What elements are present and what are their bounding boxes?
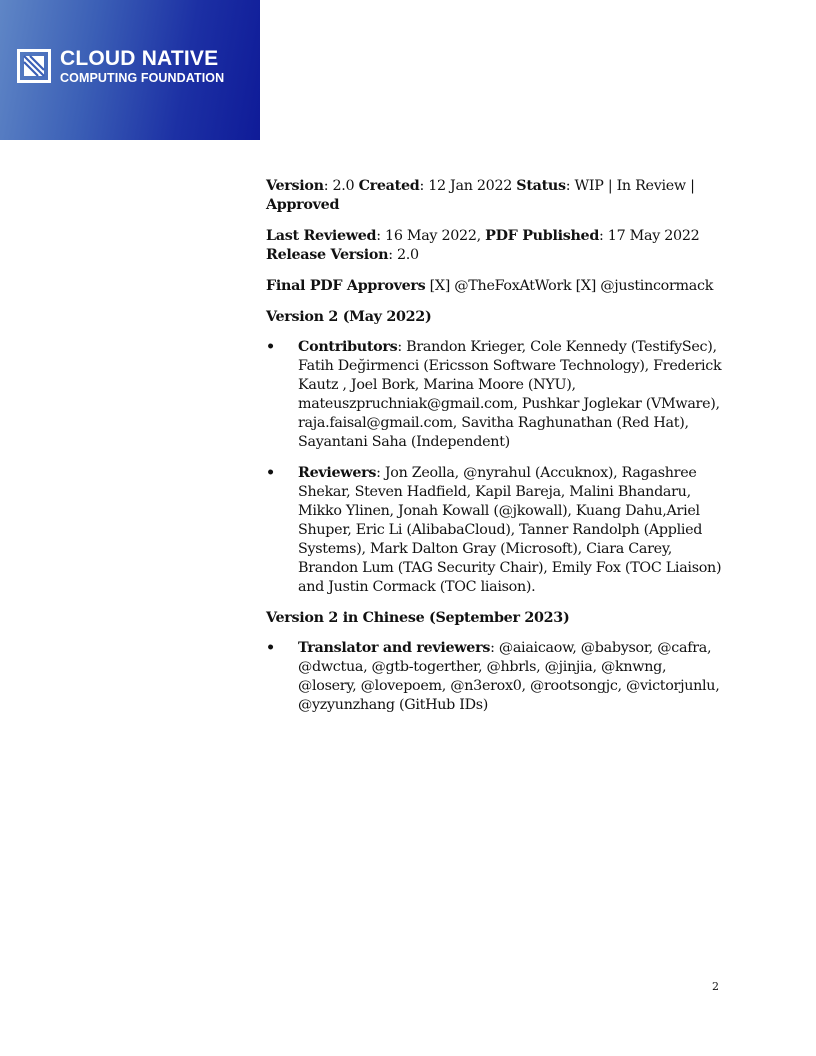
- translators-text: : @aiaicaow, @babysor, @cafra, @dwctua, @gtb-togerther, @hbrls, @jinjia, @knwng, @losery, @lovepoem, @n3erox0, @rootsongjc, @victorjunlu, @yzyunzhang (GitHub IDs): [298, 640, 720, 713]
- version-label: Version: [266, 178, 324, 194]
- reviewers-text: : Jon Zeolla, @nyrahul (Accuknox), Ragashree Shekar, Steven Hadfield, Kapil Bareja, Malini Bhandaru, Mikko Ylinen, Jonah Kowall (@jkowall), Kuang Dahu,Ariel Shuper, Eric Li (AlibabaCloud), Tanner Randolph (Applied Systems), Mark Dalton Gray (Microsoft), Ciara Carey, Brandon Lum (TAG Security Chair), Emily Fox (TOC Liaison) and Justin Cormack (TOC liaison).: [298, 465, 722, 595]
- pdf-published-value: : 17 May 2022: [599, 228, 700, 244]
- release-version-label: Release Version: [266, 247, 389, 263]
- version-value: : 2.0: [323, 178, 359, 194]
- bullet-glyph: •: [266, 465, 275, 481]
- contributors-text: : Brandon Krieger, Cole Kennedy (TestifySec), Fatih Değirmenci (Ericsson Software Technology), Frederick Kautz , Joel Bork, Marina Moore (NYU), mateuszpruchniak@gmail.com, Pushkar Joglekar (VMware), raja.faisal@gmail.com, Savitha Raghunathan (Red Hat), Sayantani Saha (Independent): [298, 339, 722, 450]
- cncf-logo-icon: [17, 49, 51, 83]
- chinese-version-heading: Version 2 in Chinese (September 2023): [266, 610, 570, 626]
- status-value: : WIP | In Review |: [565, 178, 695, 194]
- created-label: Created: [358, 178, 420, 194]
- final-pdf-value: [X] @TheFoxAtWork [X] @justincormack: [425, 278, 714, 294]
- review-dates-line: [266, 227, 726, 265]
- header-banner: [0, 0, 260, 140]
- bullet-glyph: •: [266, 640, 275, 656]
- created-value: : 12 Jan 2022: [419, 178, 517, 194]
- contributors-label: Contributors: [298, 339, 398, 355]
- foundation-logo-text: [60, 48, 224, 85]
- last-reviewed-label: Last Reviewed: [266, 228, 377, 244]
- logo-line1: CLOUD NATIVE: [60, 47, 219, 70]
- document-body: [266, 177, 726, 727]
- contributors-item: [266, 338, 726, 452]
- translators-label: Translator and reviewers: [298, 640, 491, 656]
- translators-item: [266, 639, 726, 715]
- logo-line2: COMPUTING FOUNDATION: [60, 71, 225, 85]
- reviewers-label: Reviewers: [298, 465, 377, 481]
- pdf-published-label: PDF Published: [485, 228, 600, 244]
- bullet-glyph: •: [266, 339, 275, 355]
- status-label: Status: [516, 178, 566, 194]
- final-pdf-label: Final PDF Approvers: [266, 278, 426, 294]
- reviewers-item: [266, 464, 726, 597]
- version-status-line: [266, 177, 726, 215]
- last-reviewed-value: : 16 May 2022,: [376, 228, 486, 244]
- page-number: 2: [712, 980, 719, 993]
- version2-heading: Version 2 (May 2022): [266, 309, 432, 325]
- final-pdf-approvers-line: [266, 277, 726, 296]
- status-approved: Approved: [266, 197, 340, 213]
- release-version-value: : 2.0: [388, 247, 419, 263]
